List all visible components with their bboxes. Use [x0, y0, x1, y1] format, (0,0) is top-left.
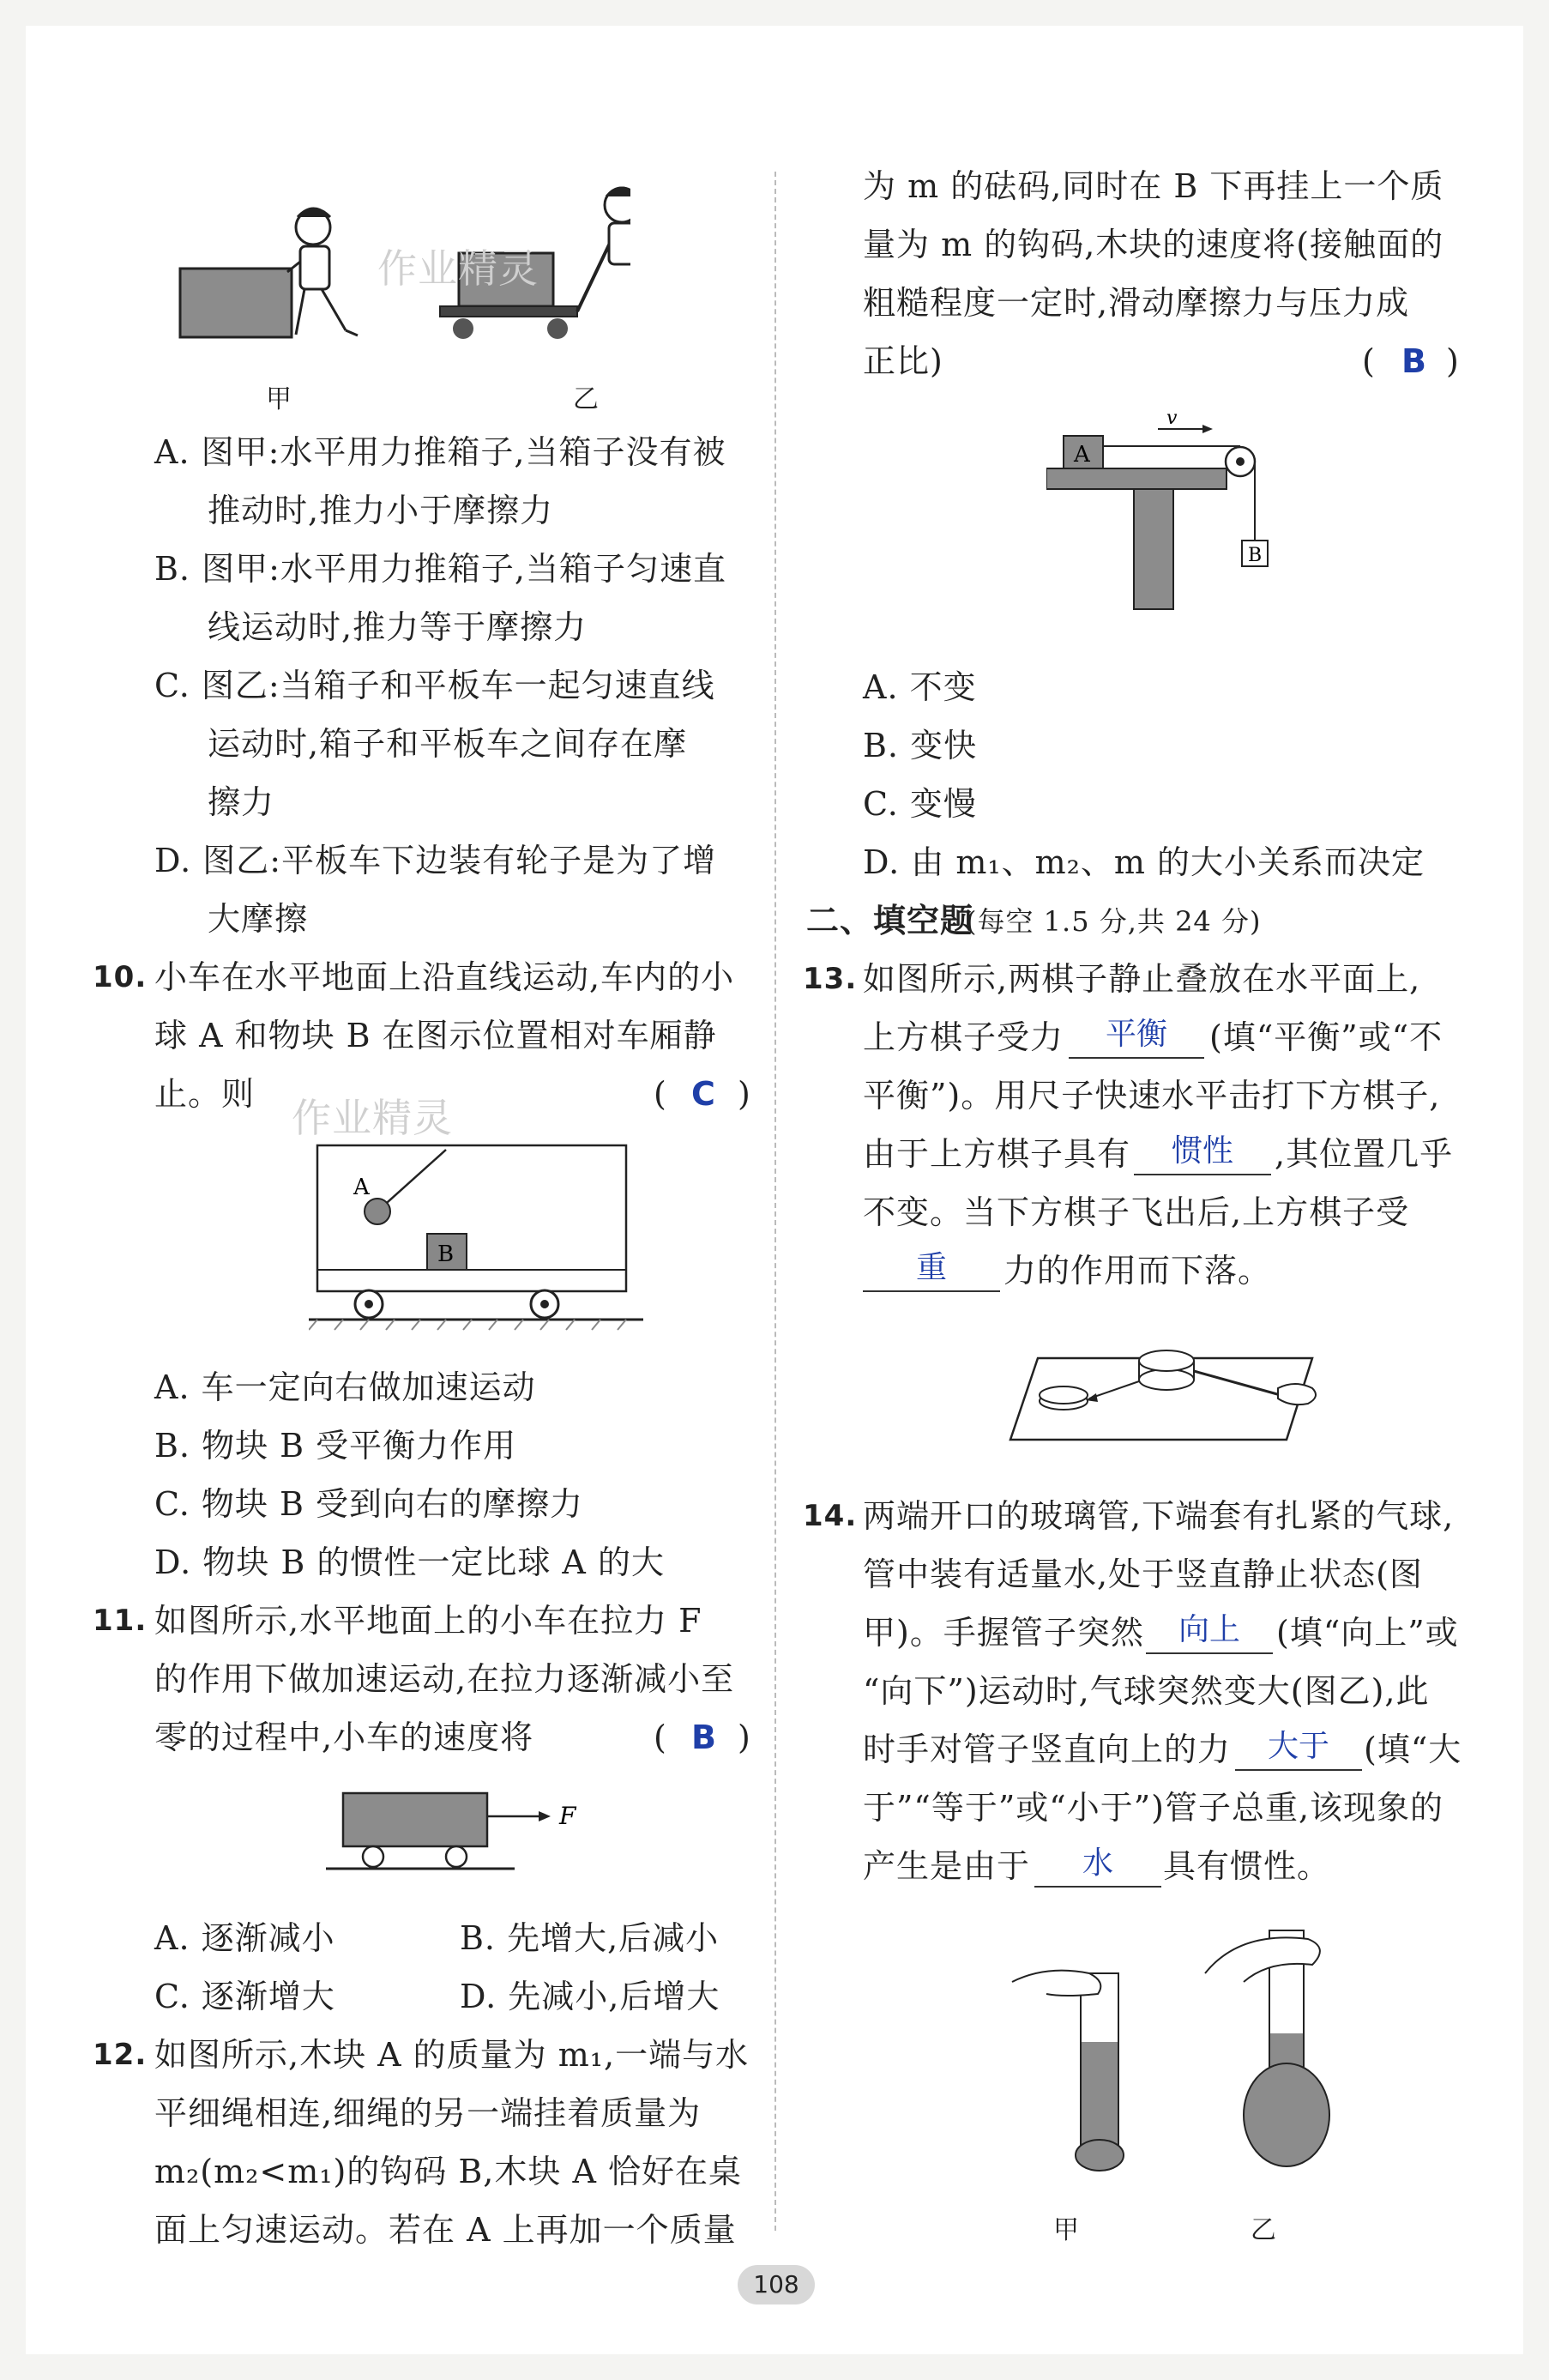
velocity-label: v	[1166, 412, 1178, 429]
ball-a	[365, 1199, 390, 1224]
question-text: (填“平衡”或“不	[1209, 1018, 1444, 1056]
question-text: 止。则	[154, 1075, 256, 1113]
answer-paren: )	[738, 1075, 751, 1113]
question-text: m₂(m₂<m₁)的钩码 B,木块 A 恰好在桌	[154, 2153, 742, 2190]
question-text: 产生是由于	[863, 1847, 1031, 1885]
answer-text: 惯性	[1171, 1133, 1233, 1169]
wheel	[446, 1846, 467, 1867]
option-c: C. 图乙:当箱子和平板车一起匀速直线	[154, 667, 715, 704]
figure-caption-jia: 甲	[266, 384, 292, 414]
question-text: 不变。当下方棋子飞出后,上方棋子受	[863, 1193, 1410, 1231]
option-b: B. 物块 B 受平衡力作用	[154, 1427, 517, 1465]
answer-text: 水	[1082, 1845, 1113, 1881]
question-text: 如图所示,水平地面上的小车在拉力 F	[154, 1602, 702, 1640]
answer-text: 向上	[1178, 1612, 1240, 1647]
figure-caption-jia: 甲	[1053, 2215, 1079, 2245]
answer-blank	[863, 1250, 1000, 1292]
question-text: 正比)	[863, 342, 943, 380]
question-text: 具有惯性。	[1163, 1847, 1331, 1885]
answer-blank	[1134, 1133, 1271, 1175]
answer-blank	[1034, 1845, 1161, 1888]
cart-wheel	[547, 318, 568, 339]
question-text: 管中装有适量水,处于竖直静止状态(图	[863, 1555, 1423, 1593]
option-b-cont: 线运动时,推力等于摩擦力	[208, 608, 588, 646]
question-text: 力的作用而下落。	[1004, 1252, 1272, 1290]
question-text: “向下”)运动时,气球突然变大(图乙),此	[863, 1672, 1430, 1710]
option-c: C. 物块 B 受到向右的摩擦力	[154, 1485, 583, 1523]
figure-car-ball-block	[309, 1141, 652, 1338]
question-number: 14.	[803, 1499, 858, 1533]
question-text: 甲)。手握管子突然	[863, 1614, 1144, 1652]
option-d: D. 图乙:平板车下边装有轮子是为了增	[154, 842, 717, 879]
option-d: D. 先减小,后增大	[460, 1978, 720, 2015]
question-text: 平细绳相连,细绳的另一端挂着质量为	[154, 2094, 702, 2132]
option-d: D. 由 m₁、m₂、m 的大小关系而决定	[863, 843, 1425, 881]
answer-choice: C	[691, 1075, 716, 1113]
answer-paren: (	[1362, 342, 1376, 380]
answer-choice: B	[691, 1719, 717, 1756]
option-a-cont: 推动时,推力小于摩擦力	[208, 492, 554, 529]
balloon-jia	[1076, 2140, 1124, 2171]
option-b: B. 图甲:水平用力推箱子,当箱子匀速直	[154, 550, 726, 588]
hand-icon	[1278, 1384, 1316, 1404]
figure-caption-yi: 乙	[573, 384, 599, 414]
question-text: (填“大	[1364, 1731, 1462, 1768]
option-c-cont2: 擦力	[208, 783, 275, 821]
question-text: 如图所示,两棋子静止叠放在水平面上,	[863, 960, 1421, 998]
cart-board	[440, 306, 577, 317]
question-text: 面上匀速运动。若在 A 上再加一个质量	[154, 2211, 737, 2249]
question-text: 零的过程中,小车的速度将	[154, 1719, 534, 1756]
question-text: 为 m 的砝码,同时在 B 下再挂上一个质	[863, 167, 1444, 205]
answer-paren: )	[738, 1719, 751, 1756]
question-text: 如图所示,木块 A 的质量为 m₁,一端与水	[154, 2036, 750, 2074]
question-text: 平衡”)。用尺子快速水平击打下方棋子,	[863, 1077, 1441, 1114]
balloon-yi	[1244, 2063, 1329, 2166]
answer-text: 大于	[1267, 1729, 1329, 1764]
answer-paren: (	[654, 1075, 667, 1113]
answer-blank	[1235, 1729, 1362, 1771]
option-a: A. 车一定向右做加速运动	[154, 1368, 536, 1406]
watermark-text: 作业精灵	[377, 245, 539, 292]
force-label: F	[559, 1802, 576, 1830]
cart-wheel	[453, 318, 473, 339]
option-a: A. 图甲:水平用力推箱子,当箱子没有被	[154, 433, 726, 471]
answer-blank	[1146, 1612, 1273, 1654]
answer-text: 平衡	[1105, 1017, 1167, 1052]
option-b: B. 变快	[863, 727, 978, 764]
question-text: 的作用下做加速运动,在拉力逐渐减小至	[154, 1660, 735, 1698]
option-a: A. 不变	[863, 668, 977, 706]
option-d: D. 物块 B 的惯性一定比球 A 的大	[154, 1543, 665, 1581]
option-a: A. 逐渐减小	[154, 1919, 335, 1957]
answer-choice: B	[1401, 342, 1427, 380]
hand-icon	[1012, 1971, 1100, 1996]
question-text: 两端开口的玻璃管,下端套有扎紧的气球,	[863, 1497, 1455, 1535]
figure-caption-yi: 乙	[1251, 2215, 1276, 2245]
column-divider	[774, 172, 776, 2231]
figure-table-pulley	[1046, 412, 1312, 626]
boy-pushing-box-icon	[287, 208, 358, 335]
question-text: 量为 m 的钩码,木块的速度将(接触面的	[863, 226, 1444, 263]
question-number: 12.	[93, 2038, 148, 2072]
figure-glass-tube-balloon	[995, 1922, 1355, 2196]
wheel	[363, 1846, 383, 1867]
option-c-cont: 运动时,箱子和平板车之间存在摩	[208, 725, 688, 763]
question-text: 小车在水平地面上沿直线运动,车内的小	[154, 958, 735, 996]
table-leg	[1134, 489, 1173, 609]
boy-pushing-cart-icon	[605, 188, 630, 264]
cart-body	[343, 1793, 487, 1846]
answer-paren: )	[1446, 342, 1460, 380]
option-c: C. 变慢	[863, 785, 977, 823]
option-c: C. 逐渐增大	[154, 1978, 335, 2015]
block-a-label: A	[1074, 442, 1090, 468]
watermark-text: 作业精灵	[292, 1095, 453, 1141]
answer-paren: (	[654, 1719, 667, 1756]
table-top	[1046, 468, 1227, 489]
question-text: ,其位置几乎	[1275, 1135, 1454, 1173]
question-text: 于”“等于”或“小于”)管子总重,该现象的	[863, 1789, 1444, 1827]
figure-cart-pulled	[326, 1786, 600, 1885]
box-jia	[180, 269, 292, 337]
block-label: B	[437, 1241, 455, 1267]
question-text: 粗糙程度一定时,滑动摩擦力与压力成	[863, 284, 1410, 322]
answer-blank	[1069, 1017, 1204, 1059]
question-number: 10.	[93, 960, 148, 994]
page-number: 108	[738, 2265, 815, 2304]
ball-label: A	[353, 1175, 370, 1200]
question-text: 球 A 和物块 B 在图示位置相对车厢静	[154, 1017, 717, 1054]
section-title: 二、填空题	[806, 902, 974, 939]
question-text: 上方棋子受力	[863, 1018, 1064, 1056]
hook-b-label: B	[1248, 545, 1263, 566]
question-number: 11.	[93, 1604, 148, 1638]
answer-text: 重	[915, 1250, 947, 1285]
figure-chess-pieces	[1004, 1328, 1329, 1448]
question-number: 13.	[803, 962, 858, 996]
option-b: B. 先增大,后减小	[460, 1919, 720, 1957]
upper-piece	[1139, 1369, 1194, 1390]
section-note: (每空 1.5 分,共 24 分)	[966, 905, 1262, 938]
question-text: (填“向上”或	[1276, 1614, 1459, 1652]
question-text: 由于上方棋子具有	[863, 1135, 1131, 1173]
option-d-cont: 大摩擦	[208, 900, 309, 938]
question-text: 时手对管子竖直向上的力	[863, 1731, 1232, 1768]
